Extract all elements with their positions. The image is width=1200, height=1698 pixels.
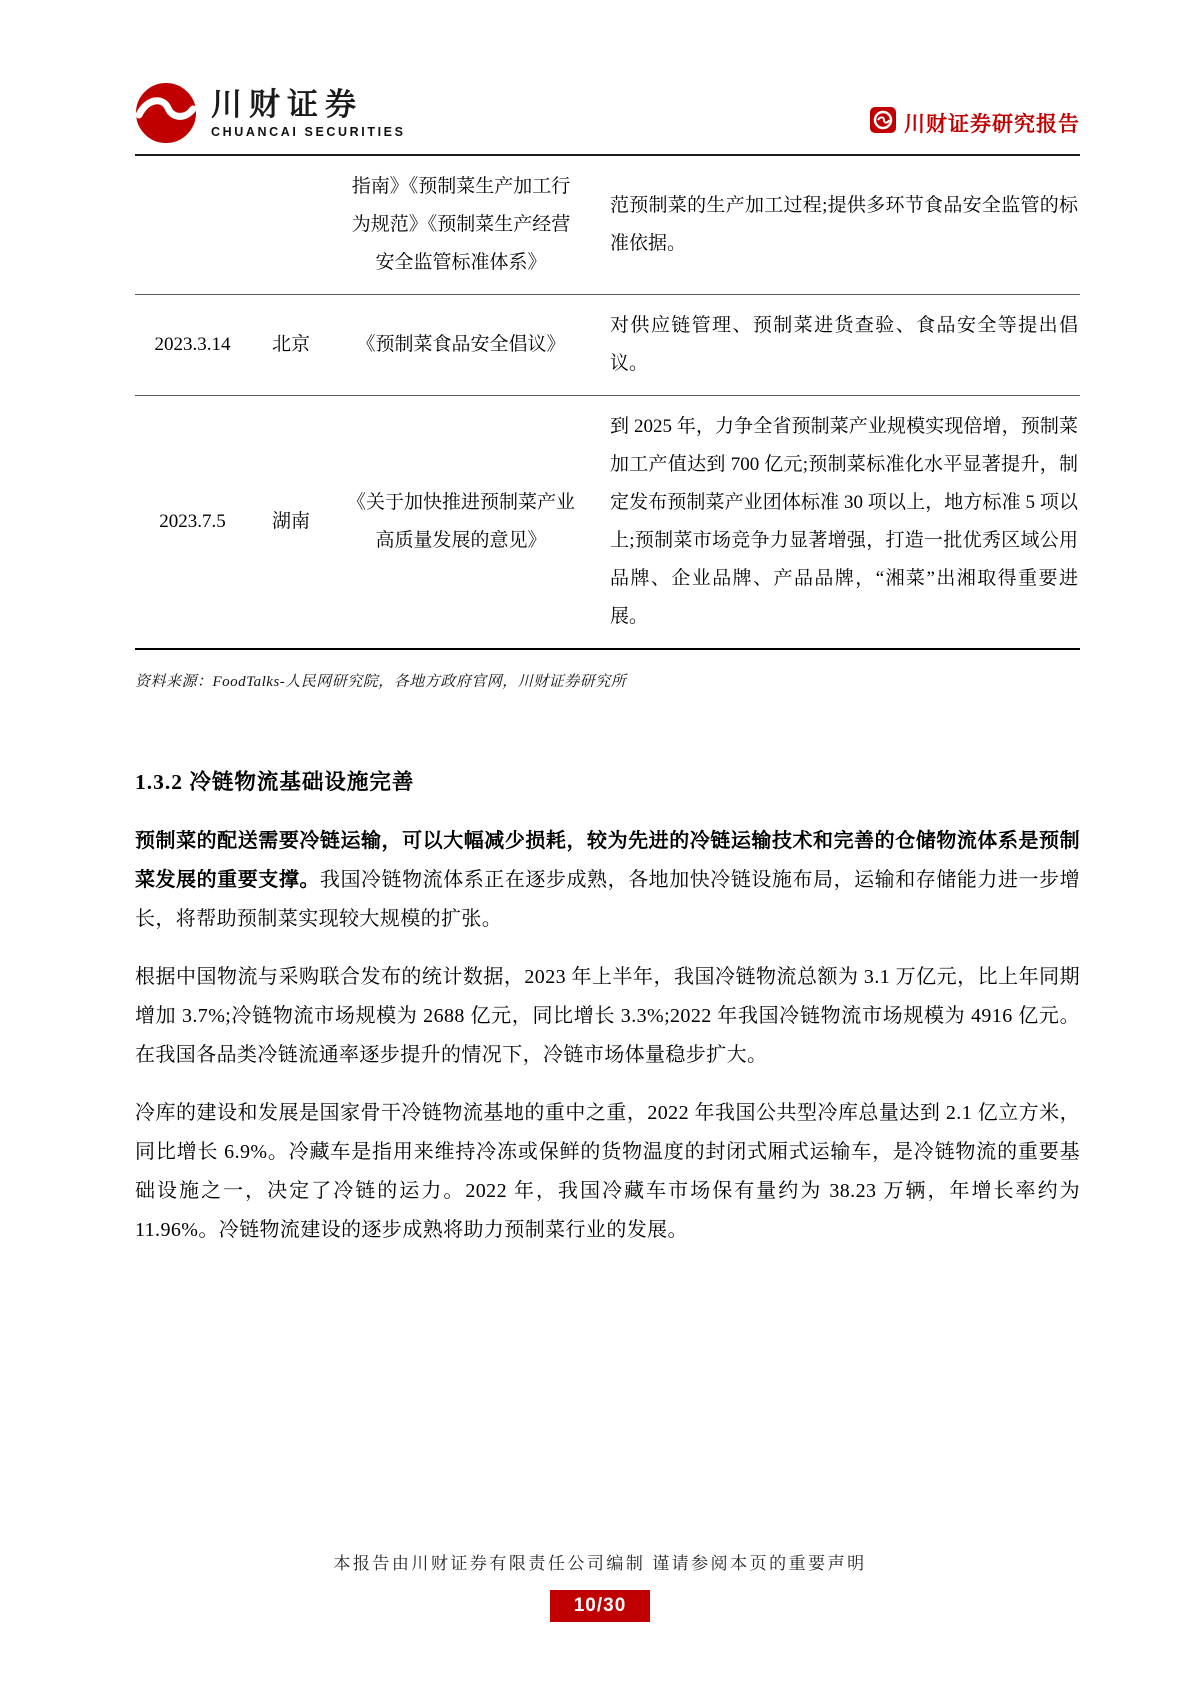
paragraph: 冷库的建设和发展是国家骨干冷链物流基地的重中之重，2022 年我国公共型冷库总量达到 2.1 亿立方米，同比增长 6.9%。冷藏车是指用来维持冷冻或保鲜的货物温度的封闭式厢式运输车，是冷链物流的重要基础设施之一，决定了冷链的运力。2022 年，我国冷藏车市场保有量约为 38.23 万辆，年增长率约为 11.96%。冷链物流建设的逐步成熟将助力预制菜行业的发展。 (135, 1102, 1080, 1241)
logo-text (211, 87, 406, 140)
policy-date-cell: 2023.3.14 (135, 295, 250, 396)
chuancai-logo-icon (135, 82, 197, 144)
page-header (135, 0, 1080, 154)
logo-subtitle: CHUANCAI SECURITIES (211, 125, 406, 140)
footer-disclaimer: 本报告由川财证券有限责任公司编制 谨请参阅本页的重要声明 (333, 1554, 867, 1573)
policy-region-cell: 湖南 (250, 396, 332, 650)
table-row (135, 396, 1080, 650)
report-badge-icon (870, 107, 896, 138)
policy-region-cell: 北京 (250, 295, 332, 396)
page-number-badge: 10/30 (550, 1590, 651, 1622)
policy-desc-cell: 到 2025 年，力争全省预制菜产业规模实现倍增，预制菜加工产值达到 700 亿元;预制菜标准化水平显著提升，制定发布预制菜产业团体标准 30 项以上，地方标准 5 项以上;预制菜市场竞争力显著增强，打造一批优秀区域公用品牌、企业品牌、产品品牌，“湘菜”出湘取得重要进展。 (590, 396, 1080, 650)
paragraph (135, 822, 1080, 939)
report-badge-label: 川财证券研究报告 (904, 111, 1080, 136)
policy-title-cell: 指南》《预制菜生产加工行为规范》《预制菜生产经营安全监管标准体系》 (332, 156, 590, 295)
paragraph: 根据中国物流与采购联合发布的统计数据，2023 年上半年，我国冷链物流总额为 3.1 万亿元，比上年同期增加 3.7%;冷链物流市场规模为 2688 亿元，同比增长 3.3%;2022 年我国冷链物流市场规模为 4916 亿元。在我国各品类冷链流通率逐步提升的情况下，冷链市场体量稳步扩大。 (135, 966, 1080, 1066)
policy-title-cell: 《关于加快推进预制菜产业高质量发展的意见》 (332, 396, 590, 650)
logo-title: 川财证券 (211, 86, 363, 122)
section-heading: 1.3.2 冷链物流基础设施完善 (135, 770, 415, 794)
policy-date-cell: 2023.7.5 (135, 396, 250, 650)
policy-desc-cell: 对供应链管理、预制菜进货查验、食品安全等提出倡议。 (590, 295, 1080, 396)
policy-table (135, 156, 1080, 650)
paragraph-lead-bold: 预制菜的配送需要冷链运输，可以大幅减少损耗，较为先进的冷链运输技术和完善的仓储物流体系是预制菜发展的重要支撑。 (135, 830, 1080, 891)
policy-desc-cell: 范预制菜的生产加工过程;提供多环节食品安全监管的标准依据。 (590, 156, 1080, 295)
report-badge (870, 107, 1080, 138)
source-note: 资料来源：FoodTalks-人民网研究院，各地方政府官网，川财证券研究所 (135, 674, 627, 690)
page-footer (0, 1549, 1200, 1622)
table-row (135, 156, 1080, 295)
policy-region-cell (250, 156, 332, 295)
policy-date-cell (135, 156, 250, 295)
paragraph-text: 我国冷链物流体系正在逐步成熟，各地加快冷链设施布局，运输和存储能力进一步增长，将帮助预制菜实现较大规模的扩张。 (135, 869, 1080, 930)
company-logo (135, 82, 406, 144)
policy-title-cell: 《预制菜食品安全倡议》 (332, 295, 590, 396)
table-row (135, 295, 1080, 396)
